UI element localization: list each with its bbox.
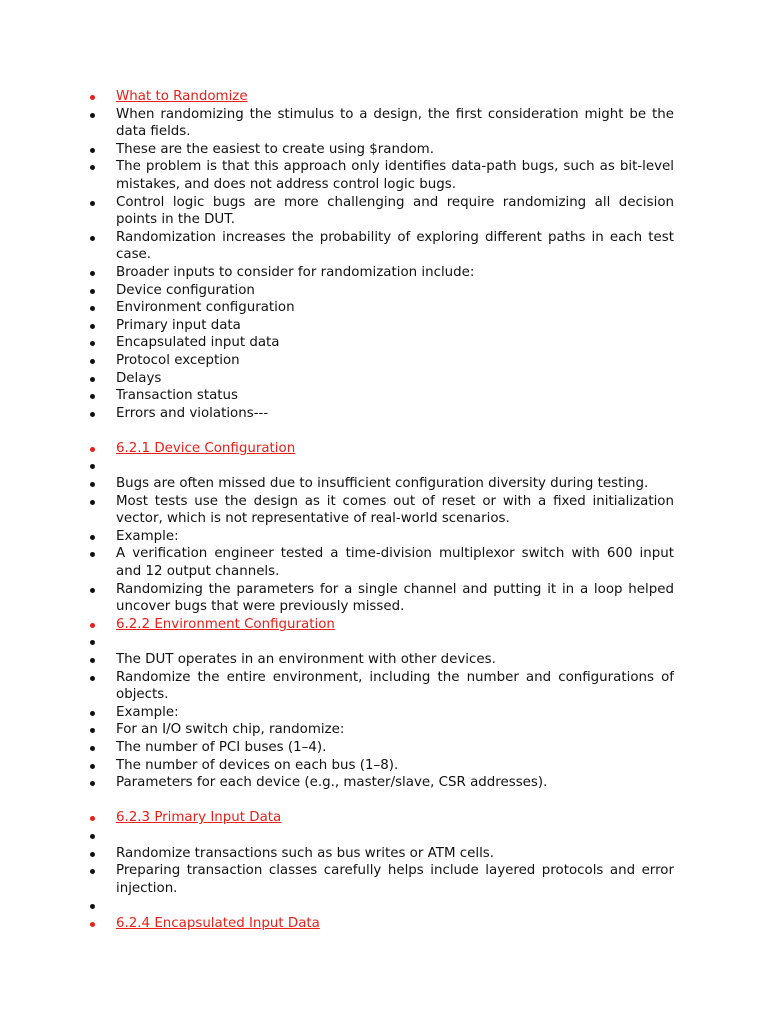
bullet-icon xyxy=(90,711,95,716)
bullet-icon xyxy=(90,113,95,118)
bullet-icon xyxy=(90,447,95,452)
bullet-icon xyxy=(90,676,95,681)
bullet-icon xyxy=(90,165,95,170)
list-item: Randomizing the parameters for a single channel and putting it in a loop helped uncover bugs that were previously missed. xyxy=(0,581,768,616)
bullet-icon xyxy=(90,394,95,399)
bullet-icon xyxy=(90,535,95,540)
heading-link[interactable]: 6.2.4 Encapsulated Input Data xyxy=(116,915,320,931)
list-item: Randomize the entire environment, including the number and configurations of objects. xyxy=(0,669,768,704)
list-item: Protocol exception xyxy=(0,352,768,370)
bullet-icon xyxy=(90,306,95,311)
list-item: Control logic bugs are more challenging and require randomizing all decision points in the DUT. xyxy=(0,194,768,229)
bullet-icon xyxy=(90,412,95,417)
list-item: The DUT operates in an environment with other devices. xyxy=(0,651,768,669)
section-heading-environment-configuration[interactable] xyxy=(0,616,768,634)
bullet-icon xyxy=(90,623,95,628)
list-item: Example: xyxy=(0,704,768,722)
bullet-icon xyxy=(90,922,95,927)
list-item: Encapsulated input data xyxy=(0,334,768,352)
list-item: When randomizing the stimulus to a design, the first consideration might be the data fields. xyxy=(0,106,768,141)
bullet-icon xyxy=(90,236,95,241)
list-item: For an I/O switch chip, randomize: xyxy=(0,721,768,739)
list-item: Example: xyxy=(0,528,768,546)
list-item: Randomization increases the probability of exploring different paths in each test case. xyxy=(0,229,768,264)
paragraph-gap xyxy=(0,422,768,440)
list-item xyxy=(0,827,768,845)
list-item: Most tests use the design as it comes out of reset or with a fixed initialization vector, which is not representative of real-world scenarios. xyxy=(0,493,768,528)
bullet-icon xyxy=(90,852,95,857)
list-item: Delays xyxy=(0,370,768,388)
heading-link[interactable]: What to Randomize xyxy=(116,89,248,104)
list-item: The number of devices on each bus (1–8). xyxy=(0,757,768,775)
bullet-icon xyxy=(90,341,95,346)
list-item: Environment configuration xyxy=(0,299,768,317)
bullet-icon xyxy=(90,324,95,329)
list-item xyxy=(0,633,768,651)
list-item: Transaction status xyxy=(0,387,768,405)
list-item: The number of PCI buses (1–4). xyxy=(0,739,768,757)
bullet-icon xyxy=(90,95,95,100)
bullet-icon xyxy=(90,482,95,487)
bullet-icon xyxy=(90,764,95,769)
bullet-icon xyxy=(90,658,95,663)
paragraph-gap xyxy=(0,792,768,810)
bullet-icon xyxy=(90,869,95,874)
list-item: Parameters for each device (e.g., master/slave, CSR addresses). xyxy=(0,774,768,792)
bullet-icon xyxy=(90,289,95,294)
list-item: Device configuration xyxy=(0,282,768,300)
list-item: Bugs are often missed due to insufficient configuration diversity during testing. xyxy=(0,475,768,493)
heading-link[interactable]: 6.2.2 Environment Configuration xyxy=(116,616,335,632)
document-list xyxy=(0,88,768,933)
bullet-icon xyxy=(90,201,95,206)
bullet-icon xyxy=(90,148,95,153)
list-item: These are the easiest to create using $random. xyxy=(0,141,768,159)
bullet-icon xyxy=(90,377,95,382)
bullet-icon xyxy=(90,640,95,645)
section-heading-what-to-randomize[interactable] xyxy=(0,88,768,106)
heading-link[interactable]: 6.2.3 Primary Input Data xyxy=(116,810,282,826)
list-item: Broader inputs to consider for randomization include: xyxy=(0,264,768,282)
list-item xyxy=(0,897,768,915)
bullet-icon xyxy=(90,728,95,733)
list-item: Preparing transaction classes carefully helps include layered protocols and error injection. xyxy=(0,862,768,897)
bullet-icon xyxy=(90,588,95,593)
list-item: The problem is that this approach only identifies data-path bugs, such as bit-level mistakes, and does not address control logic bugs. xyxy=(0,158,768,193)
list-item xyxy=(0,457,768,475)
section-heading-primary-input-data[interactable] xyxy=(0,809,768,827)
list-item: A verification engineer tested a time-division multiplexor switch with 600 input and 12 output channels. xyxy=(0,545,768,580)
bullet-icon xyxy=(90,271,95,276)
bullet-icon xyxy=(90,464,95,469)
bullet-icon xyxy=(90,746,95,751)
list-item: Errors and violations--- xyxy=(0,405,768,423)
bullet-icon xyxy=(90,904,95,909)
document-page xyxy=(0,88,768,933)
bullet-icon xyxy=(90,834,95,839)
section-heading-encapsulated-input-data[interactable] xyxy=(0,915,768,933)
list-item: Primary input data xyxy=(0,317,768,335)
bullet-icon xyxy=(90,552,95,557)
bullet-icon xyxy=(90,816,95,821)
list-item: Randomize transactions such as bus writes or ATM cells. xyxy=(0,845,768,863)
bullet-icon xyxy=(90,359,95,364)
heading-link[interactable]: 6.2.1 Device Configuration xyxy=(116,440,296,456)
bullet-icon xyxy=(90,500,95,505)
bullet-icon xyxy=(90,781,95,786)
section-heading-device-configuration[interactable] xyxy=(0,440,768,458)
